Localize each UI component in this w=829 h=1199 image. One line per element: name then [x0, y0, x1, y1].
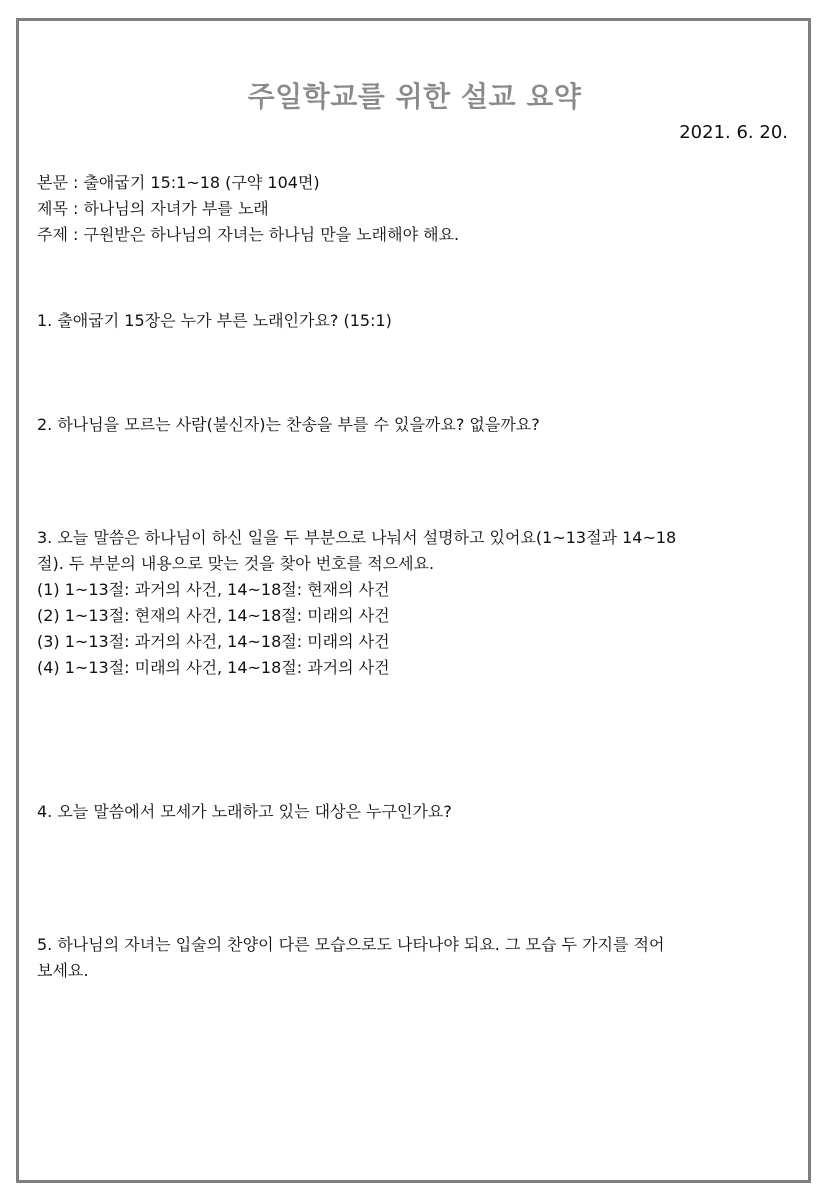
question-1-text: 1. 출애굽기 15장은 누가 부른 노래인가요? (15:1)	[37, 311, 392, 330]
question-2-text: 2. 하나님을 모르는 사람(불신자)는 찬송을 부를 수 있을까요? 없을까요?	[37, 415, 540, 434]
sermon-subject: 제목 : 하나님의 자녀가 부를 노래	[37, 199, 269, 218]
question-3-option-2: (2) 1~13절: 현재의 사건, 14~18절: 미래의 사건	[37, 606, 390, 625]
document-date: 2021. 6. 20.	[679, 122, 788, 143]
question-3-text-line-2: 절). 두 부분의 내용으로 맞는 것을 찾아 번호를 적으세요.	[37, 554, 435, 573]
question-5-text-line-1: 5. 하나님의 자녀는 입술의 찬양이 다른 모습으로도 나타나야 되요. 그 모습 두 가지를 적어	[37, 935, 665, 954]
question-1	[37, 308, 392, 334]
question-4	[37, 799, 452, 825]
sermon-info	[37, 170, 459, 248]
scripture-reference: 본문 : 출애굽기 15:1~18 (구약 104면)	[37, 173, 320, 192]
question-3-option-3: (3) 1~13절: 과거의 사건, 14~18절: 미래의 사건	[37, 632, 390, 651]
question-3-option-4: (4) 1~13절: 미래의 사건, 14~18절: 과거의 사건	[37, 658, 390, 677]
question-2	[37, 412, 540, 438]
question-3-text-line-1: 3. 오늘 말씀은 하나님이 하신 일을 두 부분으로 나눠서 설명하고 있어요(1~13절과 14~18	[37, 528, 677, 547]
question-3	[37, 525, 787, 681]
document-title: 주일학교를 위한 설교 요약	[247, 80, 582, 113]
question-5-text-line-2: 보세요.	[37, 961, 89, 980]
question-3-option-1: (1) 1~13절: 과거의 사건, 14~18절: 현재의 사건	[37, 580, 390, 599]
sermon-theme: 주제 : 구원받은 하나님의 자녀는 하나님 만을 노래해야 해요.	[37, 225, 460, 244]
question-5	[37, 932, 792, 984]
question-4-text: 4. 오늘 말씀에서 모세가 노래하고 있는 대상은 누구인가요?	[37, 802, 452, 821]
